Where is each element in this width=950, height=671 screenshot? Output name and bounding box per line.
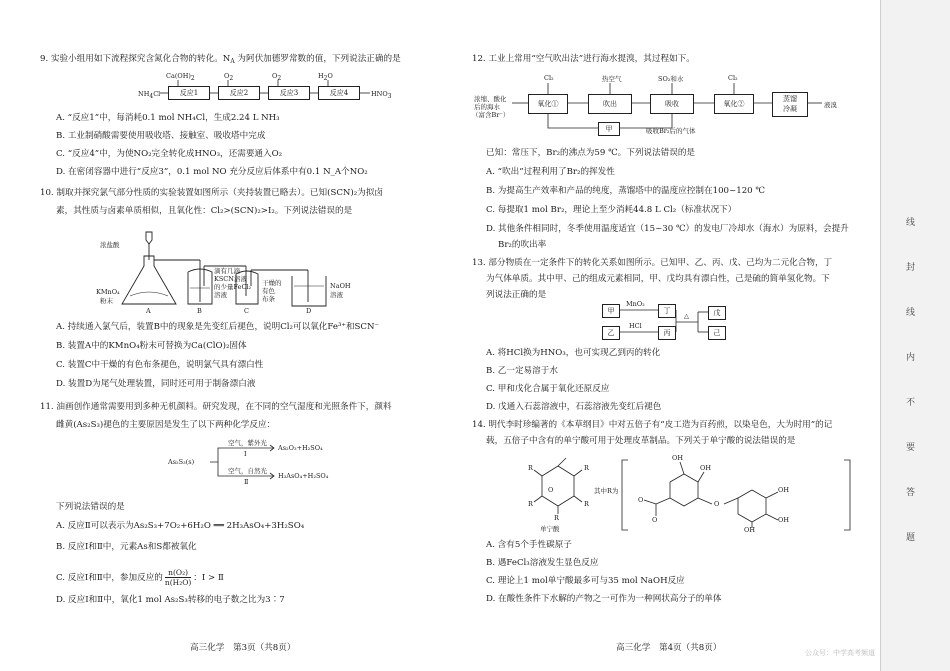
strip-char-5: 要 bbox=[906, 443, 916, 453]
q10-label-kmno4: KMnO₄ bbox=[96, 288, 120, 296]
q12-feed-1: 浓缩、酸化 bbox=[474, 95, 507, 103]
q9-r4: 反应4 bbox=[318, 86, 360, 100]
q14-option-a: A. 含有5个手性碳原子 bbox=[486, 540, 572, 550]
q12-flow-diagram bbox=[472, 70, 872, 140]
q13-option-b: B. 乙一定易溶于水 bbox=[486, 366, 558, 376]
q12-option-c: C. 每提取1 mol Br₂，理论上至少消耗44.8 L Cl₂（标准状况下） bbox=[486, 205, 737, 215]
watermark: 公众号：中学高考频道 bbox=[805, 649, 875, 657]
q12-box-1: 氧化① bbox=[528, 94, 568, 114]
binding-strip bbox=[880, 0, 950, 671]
strip-char-2: 线 bbox=[906, 308, 916, 318]
q11-cond-1: 空气，紫外光 bbox=[228, 439, 267, 447]
q14-oh-1: OH bbox=[672, 454, 683, 462]
q10-label-b3: 的少量FeCl₂ bbox=[214, 283, 252, 291]
q12-top-2: 热空气 bbox=[602, 75, 622, 83]
q11-ask: 下列说法错误的是 bbox=[56, 502, 125, 512]
q9-reagent-1: Ca(OH)2 bbox=[166, 72, 195, 82]
q12-stem: 12. 工业上常用“空气吹出法”进行海水提溴，其过程如下。 bbox=[472, 54, 695, 64]
q14-r-definition: 其中R为 bbox=[594, 487, 619, 495]
q12-output: 液溴 bbox=[824, 101, 837, 109]
q10-stem-2: 素，其性质与卤素单质相似，且氧化性：Cl₂>(SCN)₂>I₂。下列说法错误的是 bbox=[56, 206, 353, 216]
q10-label-d1: NaOH bbox=[330, 282, 351, 290]
q12-box-5: 蒸馏 冷凝 bbox=[772, 92, 808, 117]
q11-option-b: B. 反应Ⅰ和Ⅱ中，元素As和S都被氧化 bbox=[56, 542, 197, 552]
q10-label-D: D bbox=[306, 307, 312, 315]
q12-feed-2: 后的海水 bbox=[474, 103, 500, 111]
q13-option-a: A. 将HCl换为HNO₃，也可实现乙到丙的转化 bbox=[486, 348, 661, 358]
q13-bing: 丙 bbox=[658, 326, 676, 340]
q13-option-c: C. 甲和戊化合属于氧化还原反应 bbox=[486, 384, 610, 394]
q11-product-1: As₂O₃+H₂SO₄ bbox=[278, 444, 323, 452]
q12-box-2: 吹出 bbox=[588, 94, 632, 114]
q11-roman-2: Ⅱ bbox=[244, 478, 249, 486]
q10-label-d2: 溶液 bbox=[330, 291, 343, 299]
strip-char-1: 封 bbox=[906, 263, 916, 273]
q10-label-acid: 浓盐酸 bbox=[100, 241, 120, 249]
q11-option-c: C. 反应Ⅰ和Ⅱ中，参加反应的 $\frac{\text{n(O₂)}}{\text{n(H₂O)}}$ ：Ⅰ > Ⅱ bbox=[56, 568, 224, 587]
q14-stem-2: 载，五倍子中含有的单宁酸可用于处理皮革制品。下列关于单宁酸的说法错误的是 bbox=[486, 436, 796, 446]
q13-wu: 戊 bbox=[708, 306, 726, 320]
q13-ji: 己 bbox=[708, 326, 726, 340]
q11-reactant: As₂S₃(s) bbox=[168, 458, 195, 466]
q9-flow-diagram bbox=[138, 72, 418, 104]
q12-note: 已知：常压下，Br₂的沸点为59 ℃。下列说法错误的是 bbox=[486, 148, 696, 158]
q9-option-c: C. “反应4”中，为使NO₂完全转化成HNO₃，还需要通入O₂ bbox=[56, 149, 283, 159]
q10-option-c: C. 装置C中干燥的有色布条褪色，说明氯气具有漂白性 bbox=[56, 360, 264, 370]
q13-stem-2: 为气体单质。其中甲、己的组成元素相同，甲、戊均具有漂白性，己是硫的简单氢化物。下 bbox=[486, 274, 830, 284]
q10-label-A: A bbox=[146, 307, 151, 315]
q10-label-kmno4b: 粉末 bbox=[100, 297, 113, 305]
q9-reagent-3: O2 bbox=[272, 72, 282, 82]
q9-reagent-4: H2O bbox=[318, 72, 333, 82]
left-page bbox=[40, 0, 440, 671]
q14-ring-o: O bbox=[548, 486, 554, 494]
q10-label-b1: 滴有几滴 bbox=[214, 267, 240, 275]
strip-char-7: 题 bbox=[906, 533, 916, 543]
q14-ester-o-1: O bbox=[638, 496, 644, 504]
q10-label-B: B bbox=[197, 307, 202, 315]
q13-ding: 丁 bbox=[658, 304, 676, 318]
q10-stem-1: 10. 制取并探究氯气部分性质的实验装置如图所示（夹持装置已略去）。已知(SCN)₂为拟卤 bbox=[40, 188, 384, 198]
q12-option-a: A. “吹出”过程利用了Br₂的挥发性 bbox=[486, 167, 615, 177]
q12-top-3: SO₂和水 bbox=[658, 75, 684, 83]
q12-box-3: 吸收 bbox=[650, 94, 694, 114]
q12-box-4: 氧化② bbox=[714, 94, 754, 114]
q12-top-4: Cl₂ bbox=[728, 74, 738, 82]
q12-feed-3: （富含Br⁻） bbox=[472, 111, 510, 119]
q13-delta: △ bbox=[684, 312, 689, 320]
q10-apparatus-drawing bbox=[96, 226, 406, 316]
q9-end: HNO3 bbox=[371, 90, 392, 100]
q14-r-3: R bbox=[584, 500, 589, 508]
q13-jia: 甲 bbox=[602, 304, 620, 318]
q11-reaction-diagram bbox=[168, 438, 388, 488]
q13-option-d: D. 戊通入石蕊溶液中，石蕊溶液先变红后褪色 bbox=[486, 402, 662, 412]
q9-option-b: B. 工业制硝酸需要使用吸收塔、接触室、吸收塔中完成 bbox=[56, 131, 266, 141]
q12-loop-label: 吸收Br₂后的气体 bbox=[646, 127, 696, 135]
q14-r-2: R bbox=[584, 464, 589, 472]
q14-r-4: R bbox=[528, 500, 533, 508]
q12-option-d-2: Br₂的吹出率 bbox=[498, 240, 547, 250]
q13-yi: 乙 bbox=[602, 326, 620, 340]
q13-diagram bbox=[602, 300, 742, 344]
strip-char-3: 内 bbox=[906, 353, 916, 363]
right-footer: 高三化学 第4页（共8页） bbox=[616, 643, 722, 653]
q11-cond-2: 空气，自然光 bbox=[228, 467, 267, 475]
q11-stem-2: 雌黄(As₂S₃)褪色的主要原因是发生了以下两种化学反应： bbox=[56, 420, 276, 430]
q14-ester-o-2: O bbox=[714, 500, 720, 508]
q10-label-c1: 干燥的 bbox=[262, 279, 282, 287]
q14-r-5: R bbox=[554, 514, 559, 522]
q11-product-2: H₃AsO₄+H₂SO₄ bbox=[278, 472, 329, 480]
q9-arrows bbox=[138, 72, 418, 104]
left-footer: 高三化学 第3页（共8页） bbox=[190, 643, 296, 653]
q12-option-d-1: D. 其他条件相同时，冬季使用温度适宜（15~30 ℃）的发电厂冷却水（海水）为原料，会提升 bbox=[486, 224, 849, 234]
q12-box-jia: 甲 bbox=[598, 122, 620, 136]
strip-char-6: 答 bbox=[906, 488, 916, 498]
q10-label-c3: 布条 bbox=[262, 295, 275, 303]
q14-carbonyl-o-1: O bbox=[652, 516, 658, 524]
q10-apparatus-diagram bbox=[96, 226, 406, 316]
right-page bbox=[472, 0, 872, 671]
q9-start: NH4Cl bbox=[138, 90, 161, 100]
q14-name: 单宁酸 bbox=[540, 525, 560, 533]
q14-r-1: R bbox=[528, 464, 533, 472]
q10-label-b4: 溶液 bbox=[214, 291, 227, 299]
q9-option-d: D. 在密闭容器中进行“反应3”，0.1 mol NO 充分反应后体系中有0.1 N_A个NO₂ bbox=[56, 167, 368, 177]
q10-label-b2: KSCN溶液 bbox=[214, 275, 247, 283]
q14-structure-diagram bbox=[492, 452, 872, 534]
q9-r1: 反应1 bbox=[168, 86, 210, 100]
q12-top-1: Cl₂ bbox=[544, 74, 554, 82]
q11-stem-1: 11. 油画创作通常需要用到多种无机颜料。研究发现，在不同的空气湿度和光照条件下，颜料 bbox=[40, 402, 392, 412]
q12-arrows bbox=[472, 70, 872, 140]
q14-stem-1: 14. 明代李时珍编著的《本草纲目》中对五倍子有“皮工造为百药煎，以染皂色，大为时用”的记 bbox=[472, 420, 833, 430]
q11-option-a: A. 反应Ⅱ可以表示为As₂S₃+7O₂+6H₂O ══ 2H₃AsO₄+3H₂SO₄ bbox=[56, 521, 305, 531]
q9-r2: 反应2 bbox=[218, 86, 260, 100]
q14-oh-4: OH bbox=[778, 516, 789, 524]
q11-option-d: D. 反应Ⅰ和Ⅱ中，氧化1 mol As₂S₃转移的电子数之比为3∶7 bbox=[56, 595, 285, 605]
q9-reagent-2: O2 bbox=[224, 72, 234, 82]
q14-option-b: B. 遇FeCl₃溶液发生显色反应 bbox=[486, 558, 599, 568]
q9-stem: 9. 实验小组用如下流程探究含氮化合物的转化。$N_A$ 为阿伏加德罗常数的值，下列说法正确的是 bbox=[40, 54, 401, 65]
q10-label-C: C bbox=[244, 307, 249, 315]
q14-option-c: C. 理论上1 mol单宁酸最多可与35 mol NaOH反应 bbox=[486, 576, 685, 586]
q14-oh-5: OH bbox=[744, 526, 755, 534]
strip-char-0: 线 bbox=[906, 218, 916, 228]
q13-mno2: MnO₂ bbox=[626, 300, 645, 308]
q13-hcl: HCl bbox=[629, 322, 642, 330]
q12-option-b: B. 为提高生产效率和产品的纯度，蒸馏塔中的温度应控制在100~120 ℃ bbox=[486, 186, 765, 196]
q10-option-b: B. 装置A中的KMnO₄粉末可替换为Ca(ClO)₂固体 bbox=[56, 341, 247, 351]
q14-option-d: D. 在酸性条件下水解的产物之一可作为一种网状高分子的单体 bbox=[486, 594, 722, 604]
q9-r3: 反应3 bbox=[268, 86, 310, 100]
strip-char-4: 不 bbox=[906, 398, 916, 408]
q9-option-a: A. “反应1”中，每消耗0.1 mol NH₄Cl，生成2.24 L NH₃ bbox=[56, 113, 280, 123]
q11-roman-1: Ⅰ bbox=[244, 450, 247, 458]
q13-stem-3: 列说法正确的是 bbox=[486, 290, 547, 300]
q10-option-d: D. 装置D为尾气处理装置，同时还可用于制备漂白液 bbox=[56, 379, 256, 389]
q10-label-c2: 有色 bbox=[262, 287, 275, 295]
q14-oh-3: OH bbox=[778, 486, 789, 494]
q14-oh-2: OH bbox=[700, 464, 711, 472]
q10-option-a: A. 持续通入氯气后，装置B中的现象是先变红后褪色，说明Cl₂可以氧化Fe³⁺和SCN⁻ bbox=[56, 322, 380, 332]
q13-stem-1: 13. 部分物质在一定条件下的转化关系如图所示。已知甲、乙、丙、戊、己均为二元化合物，丁 bbox=[472, 258, 833, 268]
q13-arrows bbox=[602, 300, 742, 344]
